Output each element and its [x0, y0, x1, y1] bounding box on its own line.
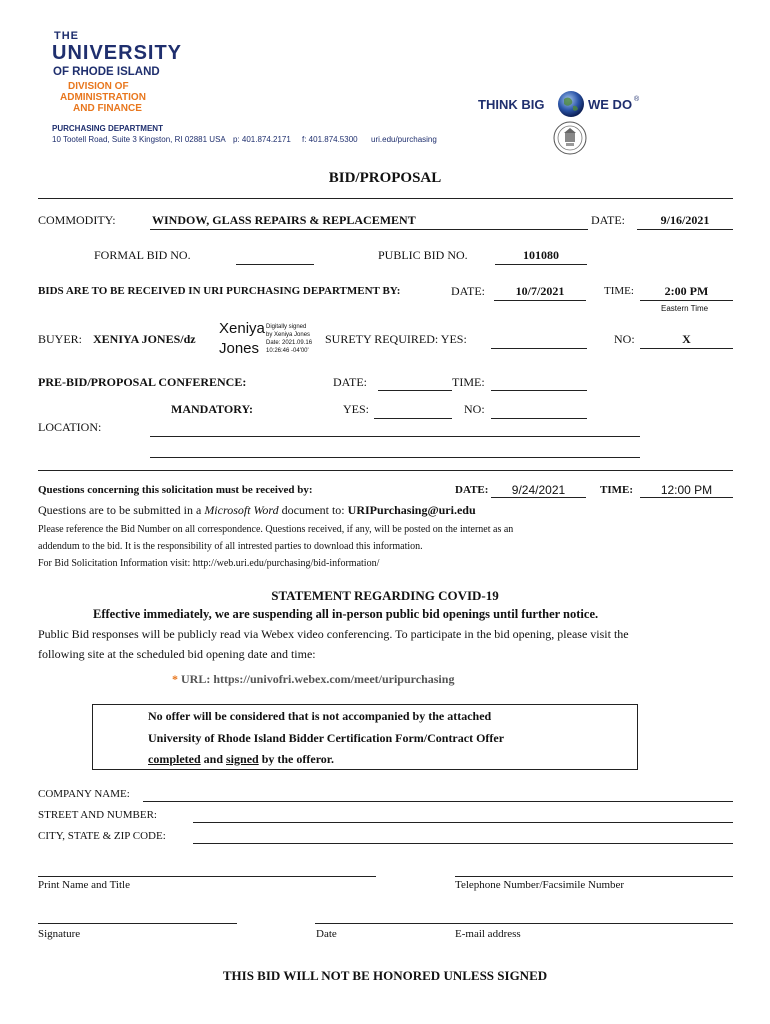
title-divider	[38, 198, 733, 199]
signature-label: Signature	[38, 928, 81, 940]
signature-name-last: Jones	[219, 340, 260, 357]
notice-and: and	[200, 752, 227, 766]
mandatory-no-label: NO:	[464, 402, 485, 416]
commodity-label: COMMODITY:	[38, 213, 116, 227]
prebid-date-label: DATE:	[333, 375, 367, 389]
surety-no-value[interactable]: X	[682, 332, 691, 346]
formal-bid-underline	[236, 264, 314, 265]
signature-field[interactable]	[38, 923, 237, 924]
bids-received-label: BIDS ARE TO BE RECEIVED IN URI PURCHASING DEPARTMENT BY:	[38, 285, 401, 297]
submit-prefix: Questions are to be submitted in a	[38, 503, 205, 517]
received-date-underline	[494, 300, 586, 301]
location-field-2[interactable]	[150, 457, 640, 458]
mandatory-label: MANDATORY:	[171, 402, 254, 416]
reference-line-3[interactable]: For Bid Solicitation Information visit: http://web.uri.edu/purchasing/bid-information/	[38, 558, 380, 569]
footer-warning: THIS BID WILL NOT BE HONORED UNLESS SIGNED	[222, 968, 548, 983]
questions-date-value[interactable]: 9/24/2021	[511, 483, 566, 497]
received-date-value[interactable]: 10/7/2021	[515, 284, 565, 298]
buyer-value: XENIYA JONES/dz	[93, 332, 196, 346]
mandatory-yes-field[interactable]	[374, 418, 452, 419]
print-name-label: Print Name and Title	[38, 879, 130, 891]
university-seal-icon	[553, 121, 587, 160]
questions-time-underline	[640, 497, 733, 498]
city-state-zip-label: CITY, STATE & ZIP CODE:	[38, 830, 166, 842]
questions-time-value[interactable]: 12:00 PM	[660, 483, 713, 497]
notice-line-3	[148, 752, 334, 767]
eastern-time-note: Eastern Time	[661, 304, 709, 313]
covid-line-2: following site at the scheduled bid opening date and time:	[38, 647, 316, 661]
telephone-field[interactable]	[455, 876, 733, 877]
surety-label: SURETY REQUIRED: YES:	[325, 332, 467, 346]
notice-line-2: University of Rhode Island Bidder Certification Form/Contract Offer	[148, 731, 505, 745]
buyer-label: BUYER:	[38, 332, 83, 346]
notice-signed: signed	[226, 752, 259, 766]
date-value[interactable]: 9/16/2021	[660, 213, 710, 227]
public-bid-value[interactable]: 101080	[523, 248, 559, 262]
covid-url-line[interactable]	[172, 672, 454, 687]
received-time-value[interactable]: 2:00 PM	[664, 284, 709, 298]
signature-detail-3: Date: 2021.09.16	[266, 340, 313, 346]
signature-detail-2: by Xeniya Jones	[266, 332, 311, 338]
notice-tail: by the offeror.	[258, 752, 335, 766]
division-line-3: AND FINANCE	[73, 103, 142, 114]
logo-of-rhode-island: OF RHODE ISLAND	[53, 66, 160, 78]
notice-line-1: No offer will be considered that is not accompanied by the attached	[148, 709, 492, 723]
signature-name-first: Xeniya	[219, 320, 265, 337]
prebid-label: PRE-BID/PROPOSAL CONFERENCE:	[38, 375, 247, 389]
header-web: uri.edu/purchasing	[371, 135, 437, 144]
surety-no-label: NO:	[614, 332, 635, 346]
notice-completed: completed	[148, 752, 201, 766]
form-title: BID/PROPOSAL	[328, 170, 442, 186]
submit-middle: document to:	[278, 503, 348, 517]
location-label: LOCATION:	[38, 420, 102, 434]
covid-url[interactable]: URL: https://univofri.webex.com/meet/uripurchasing	[178, 672, 455, 686]
questions-date-label: DATE:	[455, 484, 489, 496]
url-star: *	[172, 672, 178, 686]
header-address: 10 Tootell Road, Suite 3 Kingston, RI 02881 USA	[52, 135, 226, 144]
division-line-2: ADMINISTRATION	[60, 92, 146, 103]
street-field[interactable]	[193, 822, 733, 823]
questions-label: Questions concerning this solicitation must be received by:	[38, 484, 313, 496]
public-bid-label: PUBLIC BID NO.	[378, 248, 468, 262]
city-state-zip-field[interactable]	[193, 843, 733, 844]
location-divider	[38, 470, 733, 471]
commodity-value[interactable]: WINDOW, GLASS REPAIRS & REPLACEMENT	[152, 213, 416, 227]
submit-instructions	[38, 503, 476, 518]
signature-detail-4: 10:26:46 -04'00'	[266, 348, 309, 354]
prebid-time-field[interactable]	[491, 390, 587, 391]
surety-no-underline	[640, 348, 733, 349]
logo-the: THE	[54, 30, 79, 42]
public-bid-underline	[495, 264, 587, 265]
email-address-label: E-mail address	[455, 928, 521, 940]
surety-yes-underline	[491, 348, 587, 349]
company-name-field[interactable]	[143, 801, 733, 802]
commodity-underline	[150, 229, 588, 230]
questions-date-underline	[491, 497, 586, 498]
date-email-field[interactable]	[315, 923, 733, 924]
header-phone: p: 401.874.2171	[233, 135, 291, 144]
covid-effective: Effective immediately, we are suspending all in-person public bid openings until further notice.	[93, 607, 599, 621]
mandatory-no-field[interactable]	[491, 418, 587, 419]
covid-line-1: Public Bid responses will be publicly read via Webex video conferencing. To participate in the bid opening, please visit the	[38, 627, 629, 641]
telephone-label: Telephone Number/Facsimile Number	[455, 879, 625, 891]
date-label: DATE:	[591, 213, 625, 227]
prebid-time-label: TIME:	[452, 375, 485, 389]
logo-university: UNIVERSITY	[52, 42, 183, 64]
date-underline	[637, 229, 733, 230]
questions-time-label: TIME:	[600, 484, 633, 496]
street-label: STREET AND NUMBER:	[38, 809, 157, 821]
tagline-we-do: WE DO	[588, 97, 633, 112]
signature-detail-1: Digitally signed	[266, 324, 307, 330]
sign-date-label: Date	[316, 928, 337, 940]
header-fax: f: 401.874.5300	[302, 135, 358, 144]
received-time-label: TIME:	[604, 285, 634, 297]
division-line-1: DIVISION OF	[68, 81, 129, 92]
print-name-field[interactable]	[38, 876, 376, 877]
formal-bid-label: FORMAL BID NO.	[94, 248, 191, 262]
submit-format: Microsoft Word	[204, 503, 279, 517]
reference-line-2: addendum to the bid. It is the responsibility of all intrested parties to download this information.	[38, 541, 423, 552]
location-field-1[interactable]	[150, 436, 640, 437]
globe-icon	[556, 89, 586, 124]
mandatory-yes-label: YES:	[343, 402, 370, 416]
tagline-trademark: ®	[634, 96, 640, 103]
received-time-underline	[640, 300, 733, 301]
tagline-think-big: THINK BIG	[478, 97, 545, 112]
submit-email[interactable]: URIPurchasing@uri.edu	[347, 503, 476, 517]
prebid-date-field[interactable]	[378, 390, 452, 391]
purchasing-department: PURCHASING DEPARTMENT	[52, 124, 163, 133]
reference-line-1: Please reference the Bid Number on all correspondence. Questions received, if any, will be posted on the internet as an	[38, 524, 514, 535]
received-date-label: DATE:	[451, 284, 485, 298]
covid-heading: STATEMENT REGARDING COVID-19	[271, 588, 499, 603]
company-name-label: COMPANY NAME:	[38, 788, 130, 800]
